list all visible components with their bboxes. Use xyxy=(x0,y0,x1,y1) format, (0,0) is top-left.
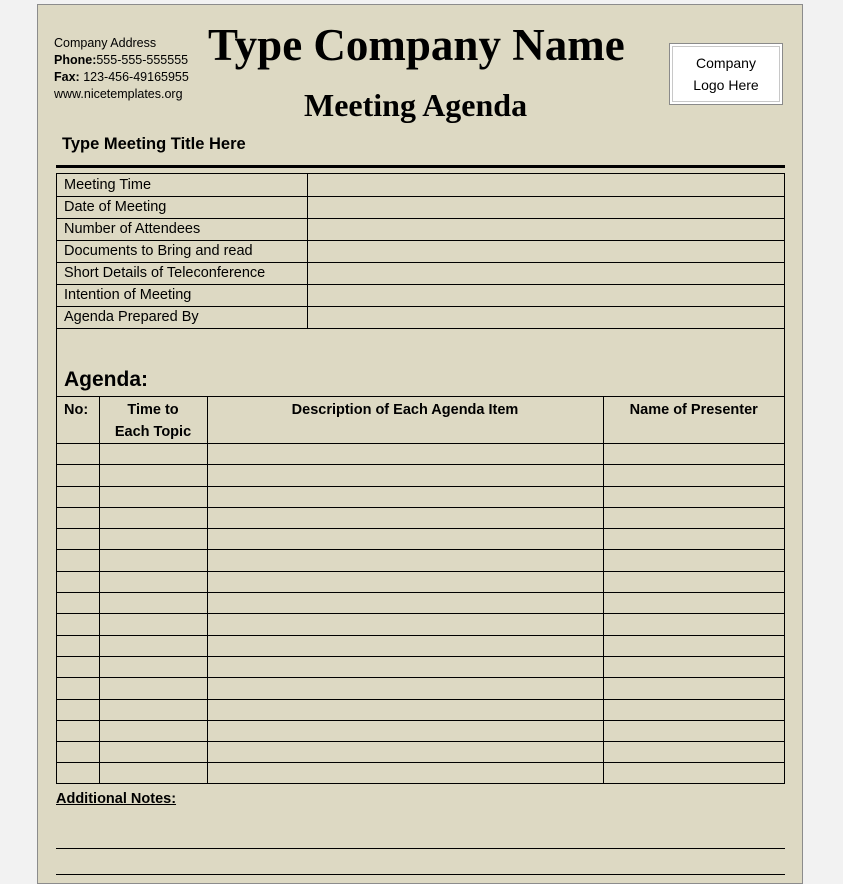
agenda-description-cell[interactable] xyxy=(207,742,603,763)
agenda-presenter-cell[interactable] xyxy=(603,678,784,699)
meeting-info-row xyxy=(57,218,784,240)
agenda-description-cell[interactable] xyxy=(207,720,603,741)
agenda-no-cell[interactable] xyxy=(57,720,99,741)
agenda-time-cell[interactable] xyxy=(99,593,207,614)
agenda-presenter-cell[interactable] xyxy=(603,593,784,614)
info-value-field[interactable] xyxy=(307,196,784,218)
agenda-row xyxy=(57,529,784,550)
agenda-no-cell[interactable] xyxy=(57,550,99,571)
agenda-description-cell[interactable] xyxy=(207,678,603,699)
meeting-info-row xyxy=(57,240,784,262)
meeting-form-frame xyxy=(56,173,785,784)
agenda-row xyxy=(57,444,784,465)
title-divider xyxy=(56,165,785,168)
agenda-description-cell[interactable] xyxy=(207,699,603,720)
agenda-no-cell[interactable] xyxy=(57,699,99,720)
agenda-time-cell[interactable] xyxy=(99,529,207,550)
info-label: Meeting Time xyxy=(57,174,307,196)
agenda-no-cell[interactable] xyxy=(57,614,99,635)
agenda-time-cell[interactable] xyxy=(99,571,207,592)
agenda-row xyxy=(57,465,784,486)
agenda-presenter-cell[interactable] xyxy=(603,486,784,507)
agenda-row xyxy=(57,699,784,720)
agenda-row xyxy=(57,742,784,763)
company-website: www.nicetemplates.org xyxy=(54,87,183,101)
column-header-time-line1: Time to xyxy=(127,402,179,418)
agenda-presenter-cell[interactable] xyxy=(603,742,784,763)
agenda-no-cell[interactable] xyxy=(57,678,99,699)
column-header-time xyxy=(99,397,207,444)
agenda-time-cell[interactable] xyxy=(99,678,207,699)
column-header-presenter: Name of Presenter xyxy=(603,397,784,444)
notes-line xyxy=(56,874,785,875)
agenda-description-cell[interactable] xyxy=(207,763,603,784)
agenda-row xyxy=(57,550,784,571)
meeting-info-row xyxy=(57,306,784,328)
agenda-time-cell[interactable] xyxy=(99,550,207,571)
meeting-info-table xyxy=(57,174,784,329)
phone-label: Phone: xyxy=(54,53,97,67)
agenda-table xyxy=(57,396,784,784)
agenda-description-cell[interactable] xyxy=(207,444,603,465)
agenda-presenter-cell[interactable] xyxy=(603,699,784,720)
agenda-presenter-cell[interactable] xyxy=(603,550,784,571)
company-name: Type Company Name xyxy=(208,20,625,70)
agenda-description-cell[interactable] xyxy=(207,529,603,550)
company-address: Company Address xyxy=(54,36,157,50)
meeting-info-row xyxy=(57,196,784,218)
company-fax-line xyxy=(54,69,189,86)
agenda-no-cell[interactable] xyxy=(57,529,99,550)
agenda-description-cell[interactable] xyxy=(207,593,603,614)
meeting-title: Type Meeting Title Here xyxy=(62,135,246,153)
company-phone-line xyxy=(54,52,189,69)
info-value-field[interactable] xyxy=(307,174,784,196)
document-page xyxy=(37,4,803,884)
agenda-row xyxy=(57,678,784,699)
agenda-presenter-cell[interactable] xyxy=(603,656,784,677)
agenda-row xyxy=(57,486,784,507)
agenda-description-cell[interactable] xyxy=(207,550,603,571)
agenda-no-cell[interactable] xyxy=(57,444,99,465)
agenda-row xyxy=(57,614,784,635)
company-contact-block xyxy=(54,35,189,103)
agenda-time-cell[interactable] xyxy=(99,614,207,635)
agenda-row xyxy=(57,571,784,592)
additional-notes-label: Additional Notes: xyxy=(56,791,177,807)
info-label: Number of Attendees xyxy=(57,218,307,240)
agenda-presenter-cell[interactable] xyxy=(603,614,784,635)
info-value-field[interactable] xyxy=(307,240,784,262)
agenda-time-cell[interactable] xyxy=(99,656,207,677)
fax-label: Fax: xyxy=(54,70,80,84)
logo-text-line2: Logo Here xyxy=(693,77,759,93)
agenda-row xyxy=(57,656,784,677)
company-logo-placeholder xyxy=(669,43,783,105)
agenda-description-cell[interactable] xyxy=(207,656,603,677)
agenda-description-cell[interactable] xyxy=(207,486,603,507)
agenda-presenter-cell[interactable] xyxy=(603,571,784,592)
agenda-row xyxy=(57,593,784,614)
agenda-no-cell[interactable] xyxy=(57,763,99,784)
column-header-time-line2: Each Topic xyxy=(114,424,192,440)
agenda-no-cell[interactable] xyxy=(57,465,99,486)
agenda-presenter-cell[interactable] xyxy=(603,763,784,784)
agenda-presenter-cell[interactable] xyxy=(603,635,784,656)
agenda-time-cell[interactable] xyxy=(99,507,207,528)
info-value-field[interactable] xyxy=(307,284,784,306)
logo-text-line1: Company xyxy=(696,55,756,71)
info-value-field[interactable] xyxy=(307,262,784,284)
agenda-time-cell[interactable] xyxy=(99,444,207,465)
agenda-time-cell[interactable] xyxy=(99,465,207,486)
agenda-no-cell[interactable] xyxy=(57,507,99,528)
meeting-info-row xyxy=(57,174,784,196)
info-value-field[interactable] xyxy=(307,306,784,328)
info-label: Agenda Prepared By xyxy=(57,306,307,328)
info-label: Date of Meeting xyxy=(57,196,307,218)
agenda-presenter-cell[interactable] xyxy=(603,720,784,741)
agenda-time-cell[interactable] xyxy=(99,486,207,507)
agenda-time-cell[interactable] xyxy=(99,635,207,656)
agenda-description-cell[interactable] xyxy=(207,571,603,592)
document-title: Meeting Agenda xyxy=(304,87,528,123)
agenda-no-cell[interactable] xyxy=(57,635,99,656)
info-label: Short Details of Teleconference xyxy=(57,262,307,284)
agenda-presenter-cell[interactable] xyxy=(603,444,784,465)
agenda-time-cell[interactable] xyxy=(99,720,207,741)
notes-line xyxy=(56,848,785,849)
agenda-presenter-cell[interactable] xyxy=(603,507,784,528)
agenda-description-cell[interactable] xyxy=(207,614,603,635)
phone-value: 555-555-555555 xyxy=(96,53,189,67)
info-label: Documents to Bring and read xyxy=(57,240,307,262)
agenda-description-cell[interactable] xyxy=(207,465,603,486)
agenda-time-cell[interactable] xyxy=(99,763,207,784)
info-value-field[interactable] xyxy=(307,218,784,240)
agenda-row xyxy=(57,720,784,741)
agenda-no-cell[interactable] xyxy=(57,486,99,507)
agenda-description-cell[interactable] xyxy=(207,507,603,528)
column-header-no: No: xyxy=(57,397,99,444)
agenda-description-cell[interactable] xyxy=(207,635,603,656)
agenda-no-cell[interactable] xyxy=(57,571,99,592)
agenda-time-cell[interactable] xyxy=(99,699,207,720)
agenda-row xyxy=(57,763,784,784)
agenda-header-row xyxy=(57,397,784,444)
agenda-presenter-cell[interactable] xyxy=(603,465,784,486)
agenda-time-cell[interactable] xyxy=(99,742,207,763)
agenda-heading: Agenda: xyxy=(64,368,148,391)
fax-value: 123-456-49165955 xyxy=(83,70,189,84)
column-header-description: Description of Each Agenda Item xyxy=(207,397,603,444)
agenda-row xyxy=(57,507,784,528)
agenda-row xyxy=(57,635,784,656)
meeting-info-row xyxy=(57,262,784,284)
agenda-no-cell[interactable] xyxy=(57,656,99,677)
agenda-presenter-cell[interactable] xyxy=(603,529,784,550)
info-label: Intention of Meeting xyxy=(57,284,307,306)
agenda-no-cell[interactable] xyxy=(57,742,99,763)
meeting-info-row xyxy=(57,284,784,306)
agenda-no-cell[interactable] xyxy=(57,593,99,614)
